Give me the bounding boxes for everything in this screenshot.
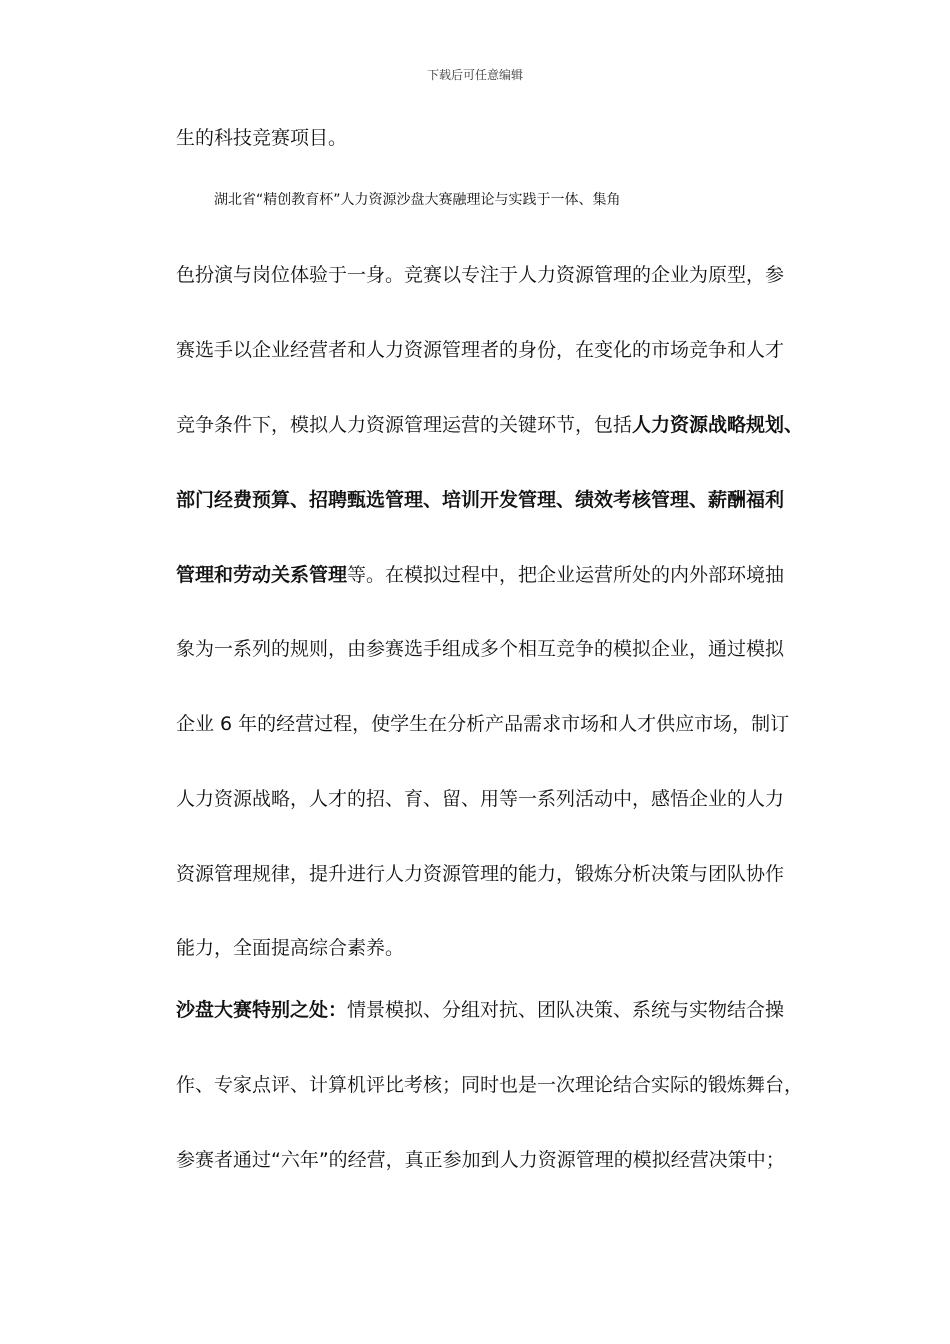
paragraph-line: 资源管理规律，提升进行人力资源管理的能力，锻炼分析决策与团队协作 xyxy=(176,863,785,885)
bold-text: 部门经费预算、招聘甄选管理、培训开发管理、绩效考核管理、薪酬福利 xyxy=(176,489,785,511)
paragraph-line: 作、专家点评、计算机评比考核；同时也是一次理论结合实际的锻炼舞台， xyxy=(176,1074,804,1096)
paragraph-line xyxy=(176,488,826,512)
bold-text: 管理和劳动关系管理 xyxy=(176,564,348,586)
paragraph-line: 能力，全面提高综合素养。 xyxy=(176,937,405,959)
paragraph-line: 赛选手以企业经营者和人力资源管理者的身份，在变化的市场竞争和人才 xyxy=(176,339,785,361)
paragraph-line: 企业 6 年的经营过程，使学生在分析产品需求市场和人才供应市场，制订 xyxy=(176,713,790,735)
bold-text: 沙盘大赛特别之处： xyxy=(176,999,348,1021)
bold-text: 人力资源战略规划、 xyxy=(632,414,804,436)
paragraph-line: 人力资源战略，人才的招、育、留、用等一系列活动中，感悟企业的人力 xyxy=(176,788,785,810)
paragraph-line: 色扮演与岗位体验于一身。竞赛以专注于人力资源管理的企业为原型，参 xyxy=(176,264,785,286)
paragraph-line: 竞争条件下，模拟人力资源管理运营的关键环节，包括人力资源战略规划、 xyxy=(176,414,804,436)
paragraph-line: 管理和劳动关系管理等。在模拟过程中，把企业运营所处的内外部环境抽 xyxy=(176,564,785,586)
paragraph-line: 参赛者通过“六年”的经营，真正参加到人力资源管理的模拟经营决策中； xyxy=(176,1149,785,1171)
page-header: 下载后可任意编辑 xyxy=(426,68,523,82)
paragraph-line: 生的科技竞赛项目。 xyxy=(176,127,348,149)
paragraph-line: 沙盘大赛特别之处：情景模拟、分组对抗、团队决策、系统与实物结合操 xyxy=(176,999,785,1021)
paragraph-line: 象为一系列的规则，由参赛选手组成多个相互竞争的模拟企业，通过模拟 xyxy=(176,638,785,660)
paragraph-line: 湖北省“精创教育杯”人力资源沙盘大赛融理论与实践于一体、集角 xyxy=(214,192,621,208)
